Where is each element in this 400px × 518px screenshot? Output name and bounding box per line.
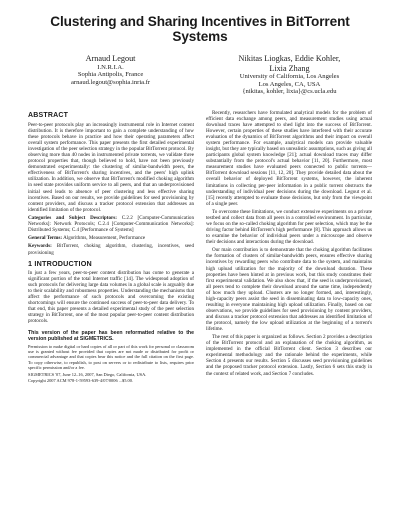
- body-paragraph: Recently, researchers have formulated analytical models for the problem of efficient data exchange among peers, and measurement studies using actual download traces have attempted to shed light into the success of BitTorrent. However, certain properties of these studies have interfered with their accurate evaluation of the dynamics of BitTorrent algorithms and their impact on overall system performance. For example, analytical models can provide valuable insight, but they are typically based on unrealistic assumptions, such as giving all participants global system knowledge [21]; actual download traces may differ substantially from the protocol's actual behavior [11, 20]. Furthermore, most measurement studies have evaluated peers connected to public torrents—BitTorrent download sessions [11, 12, 20]. They provide detailed data about the overall behavior of deployed BitTorrent systems, however, the inherent limitations in collecting per-peer information in a public torrent obstructs the understanding of individual peer decisions during the download. Legout et al. [15] recently attempted to evaluate those decisions, but only from the viewpoint of a single peer.: [206, 109, 372, 207]
- author-name: Lixia Zhang: [269, 63, 310, 73]
- copyright-isbn: Copyright 2007 ACM 978-1-59593-639-4/07/0006 ...$5.00.: [28, 378, 134, 384]
- author-name: Arnaud Legout: [85, 54, 136, 63]
- body-columns: [28, 110, 372, 385]
- reformat-note: This version of the paper has been reformatted relative to the version published at SIGMETRICS.: [28, 330, 194, 343]
- author-place: Sophia Antipolis, France: [77, 71, 144, 79]
- author-name: Nikitas Liogkas, Eddie Kohler,: [238, 54, 341, 63]
- author-email[interactable]: {nikitas, kohler, lixia}@cs.ucla.edu: [242, 88, 337, 96]
- body-paragraph: The rest of this paper is organized as follows. Section 2 provides a description of the BitTorrent protocol and an explanation of the choking algorithm, as implemented in the official BitTorrent client. Section 3 describes our experimental methodology and the rationale behind the experiments, while Section 4 presents our results. Section 5 discusses seed provisioning guidelines and the proposed tracker protocol extension. Lastly, Section 6 sets this study in the context of related work, and Section 7 concludes.: [206, 334, 372, 377]
- left-column: [28, 110, 194, 385]
- intro-paragraph: In just a few years, peer-to-peer content distribution has come to generate a significant portion of the total Internet traffic [14]. The widespread adoption of such protocols for delivering large data volumes in a global scale is arguably due to their scalability and robustness properties. Understanding the mechanisms that affect the performance of such protocols and overcoming the existing shortcomings will ensure the continued success of peer-to-peer data delivery. To that end, this paper presents a detailed experimental study of the peer selection strategy in BitTorrent, one of the most popular peer-to-peer content distribution protocols.: [28, 269, 194, 324]
- author-left: [28, 54, 193, 96]
- general-terms-label: General Terms:: [28, 235, 63, 242]
- categories-text: C.2.2 [Computer-Communication Networks]: Network Protocols; C.2.4 [Computer-Communication Networks]: Distributed Systems; C.4 [Performance of Systems]: [28, 214, 194, 233]
- author-org: University of California, Los Angeles: [239, 73, 340, 81]
- copyright-notice: [28, 344, 194, 384]
- keywords-text: BitTorrent, choking algorithm, clustering, incentives, seed provisioning: [28, 243, 194, 256]
- categories: [28, 215, 194, 233]
- keywords-label: Keywords:: [28, 243, 52, 250]
- author-org: I.N.R.I.A.: [97, 63, 124, 71]
- abstract-text: Peer-to-peer protocols play an increasingly instrumental role in Internet content distribution. It is therefore important to gain a complete understanding of how these protocols behave in practice and how their operating parameters affect overall system performance. This paper presents the first detailed experimental investigation of the peer selection strategy in the popular BitTorrent protocol. By observing more than 40 nodes in instrumented private torrents, we validate three protocol properties that, though believed to hold, have not been previously demonstrated experimentally: the clustering of similar-bandwidth peers, the effectiveness of BitTorrent's sharing incentives, and the peers' high uplink utilization. In addition, we observe that BitTorrent's modified choking algorithm in seed state provides uniform service to all peers, and that an underprovisioned initial seed leads to absence of peer clustering and less effective sharing incentives. Based on our results, we provide guidelines for seed provisioning by content providers, and discuss a tracker protocol extension that addresses an identified limitation of the protocol.: [28, 122, 194, 213]
- general-terms-text: Algorithms, Measurement, Performance: [63, 235, 146, 242]
- author-block: [28, 54, 372, 96]
- author-email[interactable]: arnaud.legout@sophia.inria.fr: [70, 78, 151, 86]
- body-paragraph: To overcome these limitations, we conduct extensive experiments on a private testbed and collect data from all peers in a controlled environment. In particular, we focus on the so-called choking algorithm for peer selection, which may be the driving factor behind BitTorrent's high performance [8]. This approach allows us to examine the behavior of individual peers under a microscope and observe their decisions and interactions during the download.: [206, 208, 372, 246]
- copyright-venue: SIGMETRICS '07, June 12–16, 2007, San Diego, California, USA.: [28, 371, 147, 377]
- general-terms: [28, 235, 194, 241]
- abstract-heading: ABSTRACT: [28, 111, 69, 119]
- intro-heading: 1 INTRODUCTION: [28, 258, 92, 268]
- right-column: [206, 110, 372, 385]
- body-paragraph: Our main contribution is to demonstrate that the choking algorithm facilitates the formation of clusters of similar-bandwidth peers, ensures effective sharing incentives by rewarding peers who contribute data to the system, and maintains high upload utilization for the majority of the download duration. These properties have been hinted at in previous work, but this study constitutes their first experimental validation. We also show that, if the seed is underprovisioned, all peers tend to complete their download around the same time, independently of how much they upload. Clusters are no longer formed, and, interestingly, high-capacity peers assist the seed in disseminating data to low-capacity ones, resulting in everyone maintaining high upload utilization. Finally, based on our observations, we provide guidelines for seed provisioning by content providers, and discuss a tracker protocol extension that addresses an identified limitation of the protocol, namely the low upload utilization at the beginning of a torrent's lifetime.: [206, 247, 372, 332]
- author-right: [207, 54, 372, 96]
- author-place: Los Angeles, CA, USA: [258, 80, 321, 88]
- categories-label: Categories and Subject Descriptors:: [28, 214, 117, 221]
- paper-title: Clustering and Sharing Incentives in BitTorrent Systems: [50, 14, 350, 44]
- keywords: [28, 243, 194, 255]
- copyright-text: Permission to make digital or hard copies of all or part of this work for personal or classroom use is granted without fee provided that copies are not made or distributed for profit or commercial advantage and that copies bear this notice and the full citation on the first page. To copy otherwise, to republish, to post on servers or to redistribute to lists, requires prior specific permission and/or a fee.: [28, 344, 194, 370]
